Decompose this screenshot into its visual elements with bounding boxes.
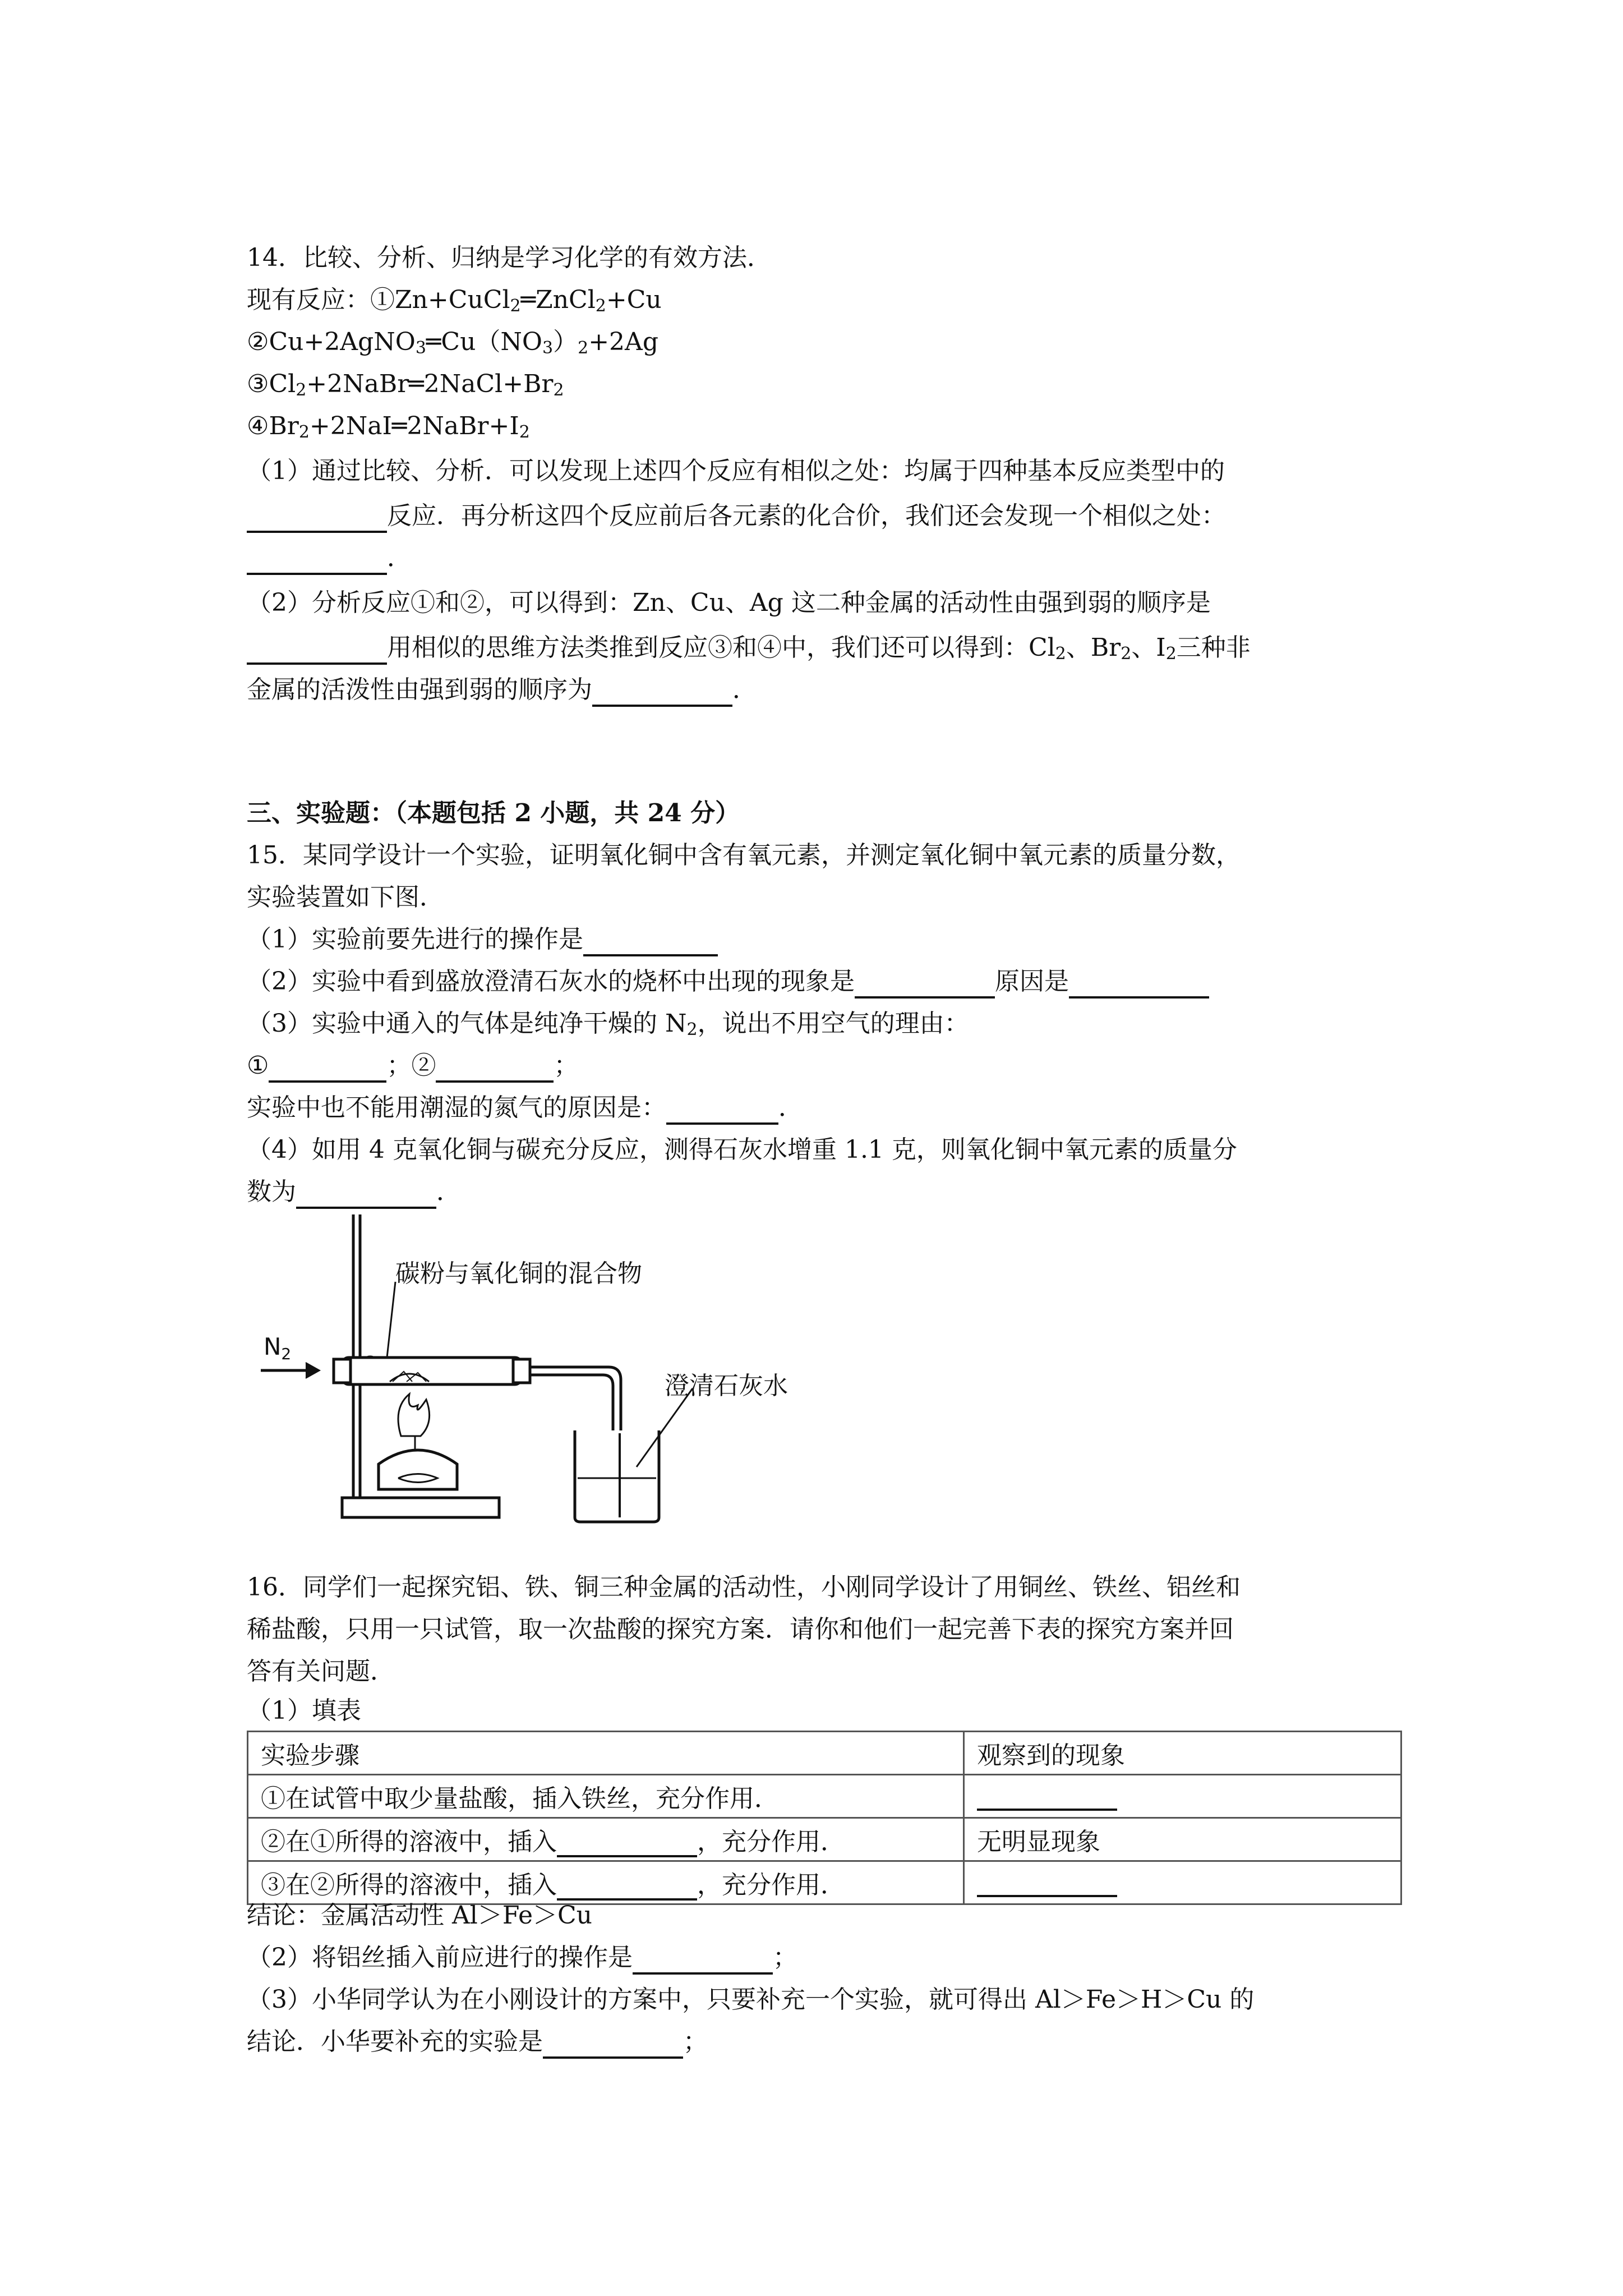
- label-n2: N2: [264, 1333, 292, 1363]
- q16-title-line3: 答有关问题．: [247, 1657, 395, 1686]
- table-row: [248, 1818, 1401, 1861]
- answer-blank[interactable]: [557, 1828, 697, 1857]
- flame: [398, 1394, 430, 1436]
- answer-blank[interactable]: [855, 969, 995, 999]
- q16-conclusion: 结论：金属活动性 Al＞Fe＞Cu: [247, 1901, 592, 1930]
- q15-part4-line2: 数为 ．: [247, 1175, 461, 1209]
- answer-blank[interactable]: [977, 1782, 1117, 1811]
- answer-blank[interactable]: [543, 2030, 683, 2059]
- beaker: [575, 1430, 659, 1522]
- table-cell-step: ①在试管中取少量盐酸，插入铁丝，充分作用．: [248, 1775, 964, 1818]
- experiment-table: [247, 1731, 1402, 1905]
- table-cell-observation: [964, 1861, 1401, 1904]
- answer-blank[interactable]: [436, 1053, 554, 1083]
- label-limewater: 澄清石灰水: [665, 1372, 788, 1400]
- answer-blank[interactable]: [269, 1053, 386, 1083]
- answer-blank[interactable]: [633, 1945, 773, 1975]
- q14-reaction-4: $④Br_2+2NaI═2NaBr+I_2$: [247, 412, 530, 442]
- q15-part3-line2: ① ；② ；: [247, 1049, 578, 1083]
- q14-part2-line2: 用相似的思维方法类推到反应③和④中，我们还可以得到：$Cl_2$、$Br_2$、$I_2$三种非: [247, 631, 1251, 665]
- table-row: [248, 1775, 1401, 1818]
- answer-blank[interactable]: [557, 1871, 697, 1901]
- answer-blank[interactable]: [666, 1096, 778, 1125]
- q16-title-line2: 稀盐酸，只用一只试管，取一次盐酸的探究方案．请你和他们一起完善下表的探究方案并回: [247, 1615, 1234, 1644]
- q14-part2-line3: 金属的活泼性由强到弱的顺序为 ．: [247, 673, 757, 707]
- answer-blank[interactable]: [1069, 969, 1209, 999]
- answer-blank[interactable]: [247, 504, 387, 533]
- alcohol-lamp: [379, 1450, 457, 1489]
- table-cell-step: ③在②所得的溶液中，插入 ，充分作用．: [248, 1861, 964, 1904]
- apparatus-figure: [250, 1214, 838, 1526]
- q16-part1: （1）填表: [247, 1696, 361, 1725]
- table-cell-step: ②在①所得的溶液中，插入 ，充分作用．: [248, 1818, 964, 1861]
- q14-reaction-3: $③Cl_2+2NaBr═2NaCl+Br_2$: [247, 370, 564, 400]
- table-cell-observation: 无明显现象: [964, 1818, 1401, 1861]
- q14-part1-line3: ．: [247, 541, 412, 575]
- q15-part4-line1: （4）如用 4 克氧化铜与碳充分反应，测得石灰水增重 1.1 克，则氧化铜中氧元素的质量分: [247, 1135, 1237, 1164]
- q16-part3-line2: 结论．小华要补充的实验是 ；: [247, 2025, 708, 2059]
- q15-part3-line3: 实验中也不能用潮湿的氮气的原因是： ．: [247, 1091, 803, 1125]
- table-header: 实验步骤: [248, 1732, 964, 1775]
- label-mixture: 碳粉与氧化铜的混合物: [395, 1259, 642, 1288]
- q14-part1-line1: （1）通过比较、分析．可以发现上述四个反应有相似之处：均属于四种基本反应类型中的: [247, 457, 1225, 485]
- answer-blank[interactable]: [247, 546, 387, 575]
- answer-blank[interactable]: [583, 927, 718, 956]
- q14-reaction-1: 现有反应：①Zn+CuCl$_2$═ZnCl$_2$+Cu: [247, 286, 662, 316]
- q14-part1-line2: 反应．再分析这四个反应前后各元素的化合价，我们还会发现一个相似之处：: [247, 499, 1226, 533]
- table-row: [248, 1861, 1401, 1904]
- q15-title-line2: 实验装置如下图．: [247, 883, 444, 912]
- table-cell-observation: [964, 1775, 1401, 1818]
- q15-part3-line1: （3）实验中通入的气体是纯净干燥的 $N_2$，说出不用空气的理由：: [247, 1009, 969, 1039]
- answer-blank[interactable]: [247, 636, 387, 665]
- q15-title-line1: 15．某同学设计一个实验，证明氧化铜中含有氧元素，并测定氧化铜中氧元素的质量分数，: [247, 841, 1241, 869]
- section-heading: 三、实验题：（本题包括 2 小题，共 24 分）: [247, 799, 740, 827]
- q16-part2: （2）将铝丝插入前应进行的操作是 ；: [247, 1941, 797, 1975]
- q16-part3-line1: （3）小华同学认为在小刚设计的方案中，只要补充一个实验，就可得出 Al＞Fe＞H＞Cu 的: [247, 1985, 1255, 2014]
- table-header-row: [248, 1732, 1401, 1775]
- q14-title: 14．比较、分析、归纳是学习化学的有效方法．: [247, 243, 772, 272]
- q15-part1: （1）实验前要先进行的操作是: [247, 923, 718, 956]
- reaction-tube: [342, 1358, 522, 1384]
- table-header: 观察到的现象: [964, 1732, 1401, 1775]
- answer-blank[interactable]: [592, 678, 732, 707]
- answer-blank[interactable]: [977, 1868, 1117, 1897]
- limewater-leader: [637, 1388, 693, 1467]
- q14-part2-line1: （2）分析反应①和②，可以得到：Zn、Cu、Ag 这二种金属的活动性由强到弱的顺序是: [247, 588, 1211, 617]
- stand-base: [342, 1498, 499, 1517]
- q15-part2: （2）实验中看到盛放澄清石灰水的烧杯中出现的现象是 原因是: [247, 965, 1209, 999]
- answer-blank[interactable]: [296, 1180, 436, 1209]
- q16-title-line1: 16．同学们一起探究铝、铁、铜三种金属的活动性，小刚同学设计了用铜丝、铁丝、铝丝和: [247, 1573, 1241, 1602]
- mixture-leader: [387, 1282, 395, 1358]
- q14-reaction-2: $②Cu+2AgNO_3═Cu(NO_3)_2+2Ag$: [247, 328, 658, 358]
